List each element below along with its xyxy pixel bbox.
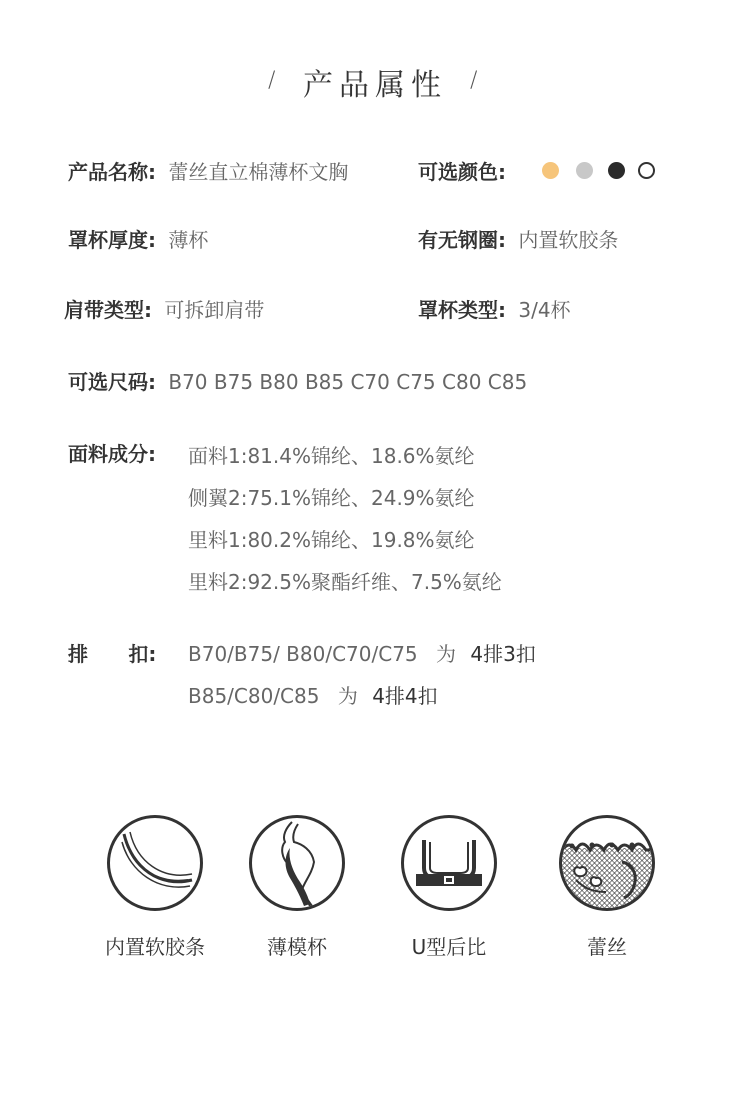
color-swatch-yellow[interactable] [542, 162, 559, 179]
fabric-line: 面料1:81.4%锦纶、18.6%氨纶 [188, 444, 475, 468]
feature-label: 蕾丝 [587, 935, 627, 959]
color-swatch-white[interactable] [638, 162, 655, 179]
fabric-line: 侧翼2:75.1%锦纶、24.9%氨纶 [188, 486, 475, 510]
color-swatch-grey[interactable] [576, 162, 593, 179]
fabric-list [188, 442, 502, 610]
hooks-sizes: B85/C80/C85 [188, 684, 320, 708]
feature-label: U型后比 [411, 935, 487, 959]
section-header [0, 60, 750, 110]
sizes-row [68, 368, 527, 396]
fabric-label: 面料成分: [68, 442, 156, 466]
hooks-word: 为 [337, 684, 358, 708]
feature-label: 内置软胶条 [105, 935, 205, 959]
cup-type-label: 罩杯类型: [418, 298, 506, 322]
hooks-sizes: B70/B75/ B80/C70/C75 [188, 642, 418, 666]
cup-thickness-label: 罩杯厚度: [68, 228, 156, 252]
title-slash-right: / [470, 68, 478, 93]
page-title: 产品属性 [303, 68, 447, 103]
hooks-word: 为 [436, 642, 457, 666]
product-name-row [68, 158, 348, 186]
thin-mold-cup-icon [249, 815, 345, 911]
feature-thin-cup [222, 815, 372, 960]
cup-thickness-value: 薄杯 [168, 228, 209, 252]
cup-thickness-row [68, 226, 208, 254]
soft-rubber-strip-icon [107, 815, 203, 911]
feature-lace [532, 815, 682, 960]
hooks-count: 4排4扣 [372, 684, 438, 708]
feature-u-back [374, 815, 524, 960]
hooks-line [188, 640, 536, 682]
cup-type-row [418, 296, 571, 324]
strap-type-row [64, 296, 264, 324]
sizes-value: B70 B75 B80 B85 C70 C75 C80 C85 [168, 370, 528, 394]
feature-soft-strip [80, 815, 230, 960]
sizes-label: 可选尺码: [68, 370, 156, 394]
title-slash-left: / [268, 68, 276, 93]
underwire-row [418, 226, 618, 254]
fabric-line: 里料1:80.2%锦纶、19.8%氨纶 [188, 528, 475, 552]
underwire-label: 有无钢圈: [418, 228, 506, 252]
colors-row [418, 158, 506, 186]
product-name-value: 蕾丝直立棉薄杯文胸 [168, 160, 349, 184]
u-shape-back-icon [401, 815, 497, 911]
underwire-value: 内置软胶条 [518, 228, 619, 252]
hooks-label-b: 扣: [128, 642, 157, 666]
feature-label: 薄模杯 [267, 935, 327, 959]
strap-type-label: 肩带类型: [64, 298, 152, 322]
hooks-list [188, 640, 536, 724]
fabric-label-row [68, 440, 156, 468]
cup-type-value: 3/4杯 [518, 298, 571, 322]
colors-label: 可选颜色: [418, 160, 506, 184]
hooks-label-row [68, 640, 156, 668]
lace-icon [559, 815, 655, 911]
hooks-line [188, 682, 536, 724]
fabric-line: 里料2:92.5%聚酯纤维、7.5%氨纶 [188, 570, 502, 594]
hooks-label-a: 排 [68, 642, 88, 666]
color-swatch-black[interactable] [608, 162, 625, 179]
product-name-label: 产品名称: [68, 160, 156, 184]
hooks-count: 4排3扣 [470, 642, 536, 666]
strap-type-value: 可拆卸肩带 [164, 298, 265, 322]
